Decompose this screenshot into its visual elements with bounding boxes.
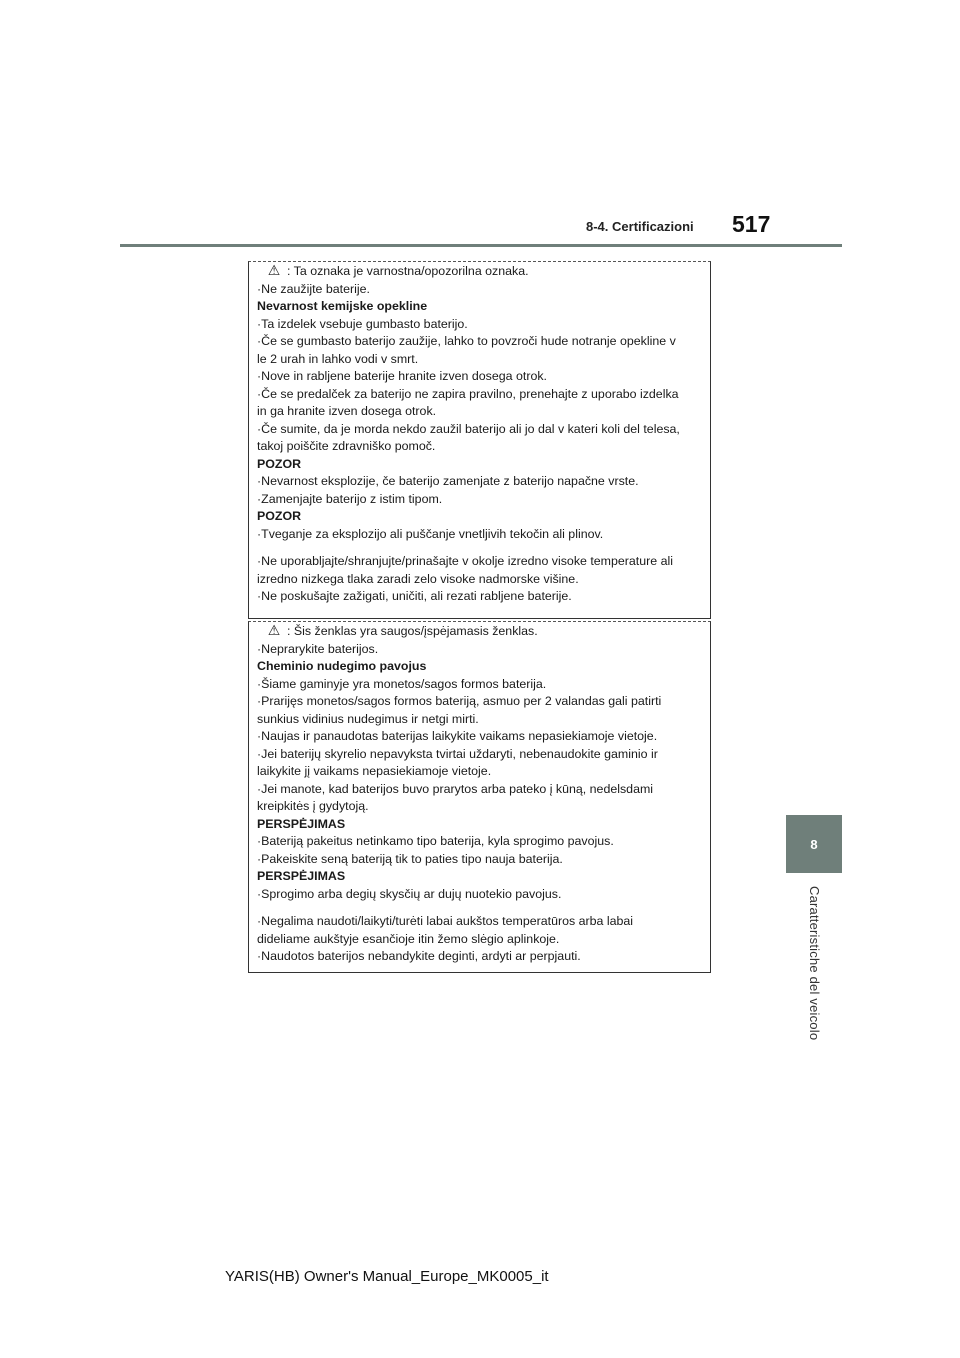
text-line: sunkius vidinius nudegimus ir netgi mirti. bbox=[257, 711, 479, 726]
text-line: ·Zamenjajte baterijo z istim tipom. bbox=[257, 491, 443, 506]
text-line: izredno nizkega tlaka zaradi zelo visoke nadmorske višine. bbox=[257, 571, 579, 586]
section-heading: PERSPĖJIMAS bbox=[257, 816, 346, 831]
warning-sign-text: : Šis ženklas yra saugos/įspėjamasis ženklas. bbox=[287, 624, 538, 638]
text-line: ·Naujas ir panaudotas baterijas laikykite vaikams nepasiekiamoje vietoje. bbox=[257, 729, 658, 743]
text-line: ·Šiame gaminyje yra monetos/sagos formos baterija. bbox=[257, 676, 547, 691]
text-line: ·Ne poskušajte zažigati, uničiti, ali rezati rabljene baterije. bbox=[257, 589, 572, 603]
slovenian-warning-box bbox=[248, 261, 711, 619]
text-line: dideliame aukštyje esančioje itin žemo slėgio aplinkoje. bbox=[257, 931, 560, 946]
text-line: ·Če se predalček za baterijo ne zapira pravilno, prenehajte z uporabo izdelka bbox=[257, 386, 679, 401]
text-line: ·Bateriją pakeitus netinkamo tipo baterija, kyla sprogimo pavojus. bbox=[257, 834, 614, 848]
section-heading: POZOR bbox=[257, 509, 302, 523]
text-line: ·Ta izdelek vsebuje gumbasto baterijo. bbox=[257, 316, 468, 331]
text-line: ·Prarijęs monetos/sagos formos bateriją, asmuo per 2 valandas gali patirti bbox=[257, 694, 662, 708]
text-line: in ga hranite izven dosega otrok. bbox=[257, 404, 437, 418]
text-line: ·Če sumite, da je morda nekdo zaužil baterijo ali jo dal v kateri koli del telesa, bbox=[257, 421, 680, 436]
text-line: ·Neprarykite baterijos. bbox=[257, 641, 379, 656]
text-line: ·Nove in rabljene baterije hranite izven dosega otrok. bbox=[257, 369, 547, 383]
section-heading: Nevarnost kemijske opekline bbox=[257, 299, 428, 313]
text-line: ·Tveganje za eksplozijo ali puščanje vnetljivih tekočin ali plinov. bbox=[257, 526, 604, 541]
page-number: 517 bbox=[732, 211, 771, 237]
chapter-tab: 8 bbox=[786, 815, 842, 873]
section-heading: PERSPĖJIMAS bbox=[257, 869, 346, 883]
paragraph-gap bbox=[257, 543, 710, 553]
text-line: ·Naudotos baterijos nebandykite deginti, ardyti ar perpjauti. bbox=[257, 949, 581, 963]
text-line: le 2 urah in lahko vodi v smrt. bbox=[257, 351, 419, 366]
text-line: ·Pakeiskite seną bateriją tik to paties tipo nauja baterija. bbox=[257, 851, 563, 866]
warning-triangle-icon: ⚠ bbox=[267, 622, 281, 638]
paragraph-gap bbox=[257, 903, 710, 913]
text-line: ·Nevarnost eksplozije, če baterijo zamenjate z baterijo napačne vrste. bbox=[257, 474, 639, 488]
footer-manual-id: YARIS(HB) Owner's Manual_Europe_MK0005_it bbox=[225, 1268, 549, 1285]
text-line: ·Jei manote, kad baterijos buvo prarytos arba pateko į kūną, nedelsdami bbox=[257, 781, 654, 796]
section-heading: POZOR bbox=[257, 456, 302, 471]
text-line: ·Ne zaužijte baterije. bbox=[257, 281, 370, 296]
text-line: laikykite jį vaikams nepasiekiamoje vietoje. bbox=[257, 764, 492, 778]
warning-sign-line bbox=[257, 622, 710, 641]
chapter-title: Caratteristiche del veicolo bbox=[807, 886, 822, 1041]
text-line: ·Ne uporabljajte/shranjujte/prinašajte v okolje izredno visoke temperature ali bbox=[257, 554, 673, 568]
section-header: 8-4. Certificazioni bbox=[586, 219, 694, 234]
lithuanian-warning-box bbox=[248, 621, 711, 973]
text-line: takoj poiščite zdravniško pomoč. bbox=[257, 439, 436, 453]
warning-triangle-icon: ⚠ bbox=[267, 262, 281, 278]
text-line: ·Sprogimo arba degių skysčių ar dujų nuotekio pavojus. bbox=[257, 886, 562, 901]
text-line: ·Jei baterijų skyrelio nepavyksta tvirtai uždaryti, nebenaudokite gaminio ir bbox=[257, 746, 658, 761]
warning-sign-text: : Ta oznaka je varnostna/opozorilna oznaka. bbox=[287, 264, 529, 278]
header-rule bbox=[120, 244, 842, 247]
text-line: ·Če se gumbasto baterijo zaužije, lahko to povzroči hude notranje opekline v bbox=[257, 334, 676, 348]
text-line: ·Negalima naudoti/laikyti/turėti labai aukštos temperatūros arba labai bbox=[257, 914, 634, 928]
section-heading: Cheminio nudegimo pavojus bbox=[257, 659, 427, 673]
text-line: kreipkitės į gydytoją. bbox=[257, 799, 369, 813]
warning-sign-line bbox=[257, 262, 710, 281]
